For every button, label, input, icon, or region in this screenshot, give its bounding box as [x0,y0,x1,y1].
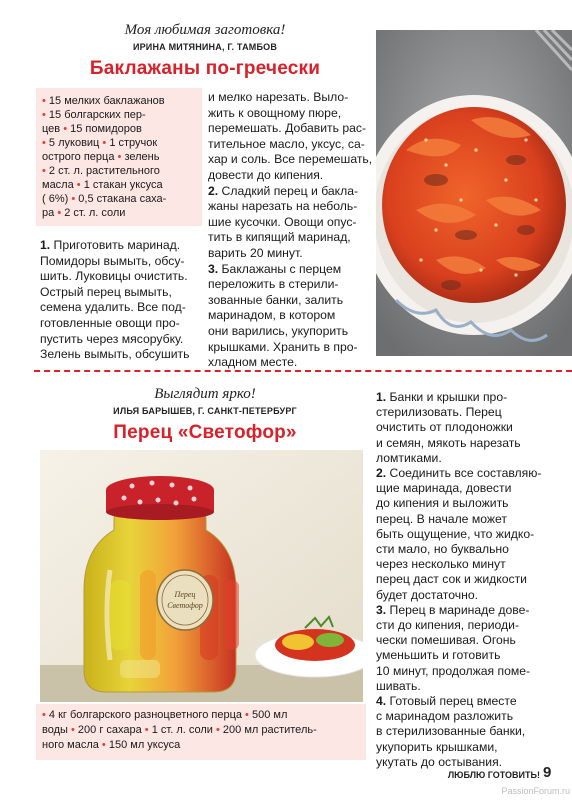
text-line: маринадом, в котором [208,308,336,323]
bullet-icon: • [42,95,49,107]
text-line: 2. Сладкий перец и бакла- [208,183,359,198]
step-number: 2. [208,183,219,198]
ingredient: 200 г сахара [77,724,142,736]
text-line: сти мало, но буквально [376,542,509,557]
bullet-icon: • [42,165,49,177]
text-line: в стерилизованные банки, [376,724,526,739]
bullet-icon: • [245,709,252,721]
text-line: тительное масло, уксус, са- [208,136,365,151]
ingredient: 15 мелких баклажанов [48,95,165,107]
text-line: ломтиками. [376,450,442,465]
bullet-icon: • [101,739,109,751]
pepper-jar-photo [40,450,363,702]
recipe1-title: Баклажаны по-гречески [89,58,321,79]
text-line: щие маринада, довести [376,481,512,496]
text-line: быть ощущение, что жидко- [376,526,535,541]
recipe1-steps-col1 [40,238,205,363]
text-line: уменьшить и готовить [376,648,501,663]
ingredient: 1 стручок [109,137,158,149]
recipe2-ingredients-list [36,704,366,753]
text-line: хар и соль. Все перемешать, [208,152,373,167]
text-line: варить 20 минут. [208,245,303,260]
text-line: с маринадом разложить [376,709,514,724]
text-line: Острый перец вымыть, [40,284,172,299]
text-line: 4. Готовый перец вместе [376,694,517,709]
bullet-icon: • [70,724,78,736]
text-line: 3. Баклажаны с перцем [208,261,342,276]
section-divider [34,370,572,372]
eggplant-dish-photo [376,30,572,356]
watermark: PassionForum.ru [501,786,570,796]
step-number: 2. [376,466,387,481]
step-number: 3. [208,261,219,276]
bullet-icon: • [117,151,125,163]
ingredient: 500 мл [251,709,288,721]
text-line: 3. Перец в маринаде дове- [376,602,530,617]
recipe2-title: Перец «Светофор» [113,422,297,443]
text-line: и мелко нарезать. Выло- [208,90,349,104]
text-line: до кипения и выложить [376,496,509,511]
bullet-icon: • [215,724,223,736]
text-line: семена удалить. Все под- [40,300,186,315]
jar-label-text: Светофор [167,601,203,610]
text-line: готовленные овощи про- [40,315,180,330]
text-line: 1. Приготовить маринад. [40,238,181,252]
ingredient: воды [42,724,68,736]
text-line: пустить через мясорубку. [40,331,184,346]
text-line: жаны нарезать на неболь- [208,199,358,214]
text-line: укупорить крышками, [376,739,498,754]
text-line: шие кусочки. Овощи опус- [208,214,357,229]
text-line: очистить от плодоножки [376,420,513,435]
ingredient: 1 ст. л. соли [151,724,213,736]
text-line: они варились, укупорить [208,323,349,338]
text-line: через несколько минут [376,557,506,572]
text-line: шить. Луковицы очистить. [40,269,188,284]
step-number: 4. [376,694,387,709]
text-line: сти до кипения, периоди- [376,618,520,633]
ingredient: цев [42,123,61,135]
bullet-icon: • [102,137,110,149]
recipe2-steps [376,390,570,770]
text-line: стерилизовать. Перец [376,405,502,420]
text-line: перемешать. Добавить рас- [208,121,367,136]
text-line: тить в кипящий маринад, [208,230,351,245]
magazine-name: ЛЮБЛЮ ГОТОВИТЬ! [447,770,540,780]
ingredient: ного масла [42,739,99,751]
recipe2-ingredients-box [36,704,366,760]
ingredient: масла [42,179,74,191]
ingredient: острого перца [42,151,115,163]
text-line: зованные банки, залить [208,292,344,307]
text-line: укутать до остывания. [376,754,503,769]
text-line: Помидоры вымыть, обсу- [40,253,185,268]
ingredient: 4 кг болгарского разноцветного перца [48,709,242,721]
text-line: довести до кипения. [208,167,324,182]
bullet-icon: • [42,137,49,149]
ingredient: ра [42,207,55,219]
bullet-icon: • [63,123,71,135]
text-line: 2. Соединить все составляю- [376,466,542,481]
ingredient: 2 ст. л. соли [64,207,126,219]
text-line: 1. Банки и крышки про- [376,390,508,404]
text-line: чески помешивая. Огонь [376,633,516,648]
text-line: хладном месте. [208,355,298,370]
ingredient: зелень [124,151,160,163]
step-number: 3. [376,602,387,617]
ingredient: 15 болгарских пер- [48,109,146,121]
ingredient: 1 стакан уксуса [83,179,163,191]
text-line: перец. В начале может [376,511,507,526]
recipe1-kicker: Моя любимая заготовка! [124,22,286,38]
recipe1-steps-col2 [208,90,373,371]
step-number: 1. [40,238,51,252]
recipe1-author: ИРИНА МИТЯНИНА, Г. ТАМБОВ [132,42,278,52]
ingredient: 15 помидоров [70,123,142,135]
recipe2-author: ИЛЬЯ БАРЫШЕВ, Г. САНКТ-ПЕТЕРБУРГ [113,406,297,416]
bullet-icon: • [71,193,79,205]
bullet-icon: • [57,207,65,219]
text-line: крышками. Хранить в про- [208,339,358,354]
text-line: шивать. [376,678,421,693]
text-line: Зелень вымыть, обсушить [40,347,190,362]
bullet-icon: • [42,709,49,721]
recipe2-kicker: Выглядит ярко! [154,386,256,402]
jar-label-text: Перец [174,590,196,599]
ingredient: ( 6%) [42,193,69,205]
recipe1-ingredients-box [36,88,202,226]
text-line: жить к овощному пюре, [208,105,342,120]
recipe1-ingredients-list [36,88,202,220]
text-line: 10 минут, продолжая поме- [376,663,531,678]
ingredient: 150 мл уксуса [108,739,181,751]
step-number: 1. [376,390,387,404]
text-line: перец даст сок и жидкости [376,572,527,587]
text-line: будет достаточно. [376,587,478,602]
page-number: 9 [543,764,552,781]
ingredient: 2 ст. л. растительного [48,165,160,177]
ingredient: 200 мл раститель- [222,724,317,736]
bullet-icon: • [144,724,152,736]
bullet-icon: • [76,179,84,191]
ingredient: 0,5 стакана саха- [78,193,167,205]
ingredient: 5 луковиц [48,137,100,149]
text-line: и семян, мякоть нарезать [376,435,521,450]
text-line: переложить в стерили- [208,277,339,292]
bullet-icon: • [42,109,49,121]
